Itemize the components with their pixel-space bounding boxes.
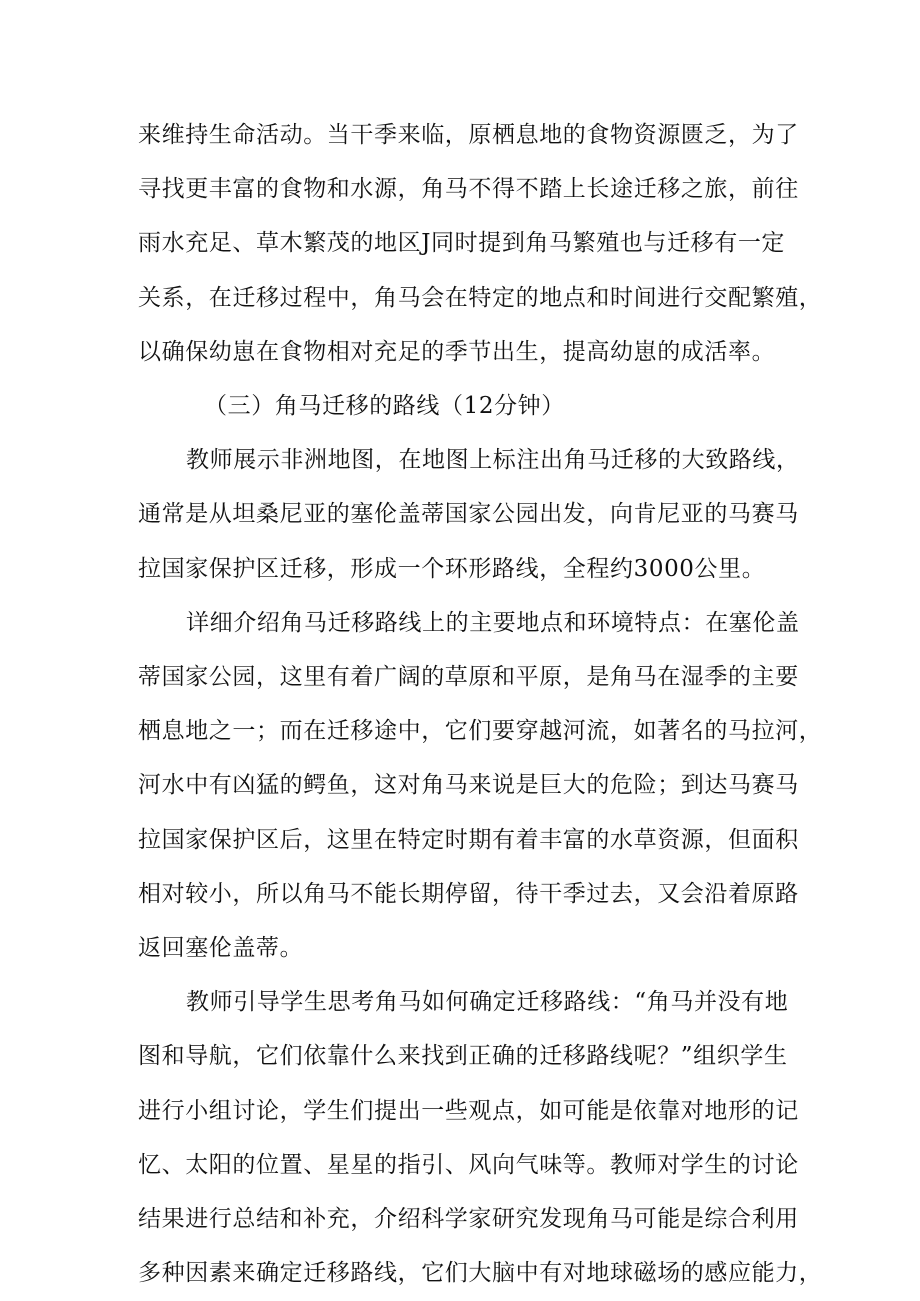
text-line: 进行小组讨论，学生们提出一些观点，如可能是依靠对地形的记: [138, 1097, 799, 1124]
text-line: 图和导航，它们依靠什么来找到正确的迁移路线呢？”组织学生: [138, 1043, 788, 1070]
text-line: 寻找更丰富的食物和水源，角马不得不踏上长途迁移之旅，前往: [138, 176, 799, 203]
text-line: 拉国家保护区迁移，形成一个环形路线，全程约3000公里。: [138, 555, 766, 582]
text-line: 相对较小，所以角马不能长期停留，待干季过去，又会沿着原路: [138, 880, 799, 907]
text-line: 蒂国家公园，这里有着广阔的草原和平原，是角马在湿季的主要: [138, 664, 799, 691]
text-line: 河水中有凶猛的鳄鱼，这对角马来说是巨大的危险；到达马赛马: [138, 772, 799, 799]
text-line: 忆、太阳的位置、星星的指引、风向气味等。教师对学生的讨论: [138, 1151, 799, 1178]
text-line: 教师展示非洲地图，在地图上标注出角马迁移的大致路线，: [186, 447, 800, 474]
paragraph-route-details: [138, 596, 823, 975]
section-heading: （三）角马迁移的路线（12分钟）: [204, 393, 565, 420]
text-line: 以确保幼崽在食物相对充足的季节出生，提高幼崽的成活率。: [138, 338, 776, 365]
body-text: [138, 108, 823, 1300]
text-line: 栖息地之一；而在迁移途中，它们要穿越河流，如著名的马拉河，: [138, 718, 823, 745]
text-line: 关系，在迁移过程中，角马会在特定的地点和时间进行交配繁殖，: [138, 284, 823, 311]
text-line: 结果进行总结和补充，介绍科学家研究发现角马可能是综合利用: [138, 1206, 799, 1233]
text-line: 教师引导学生思考角马如何确定迁移路线：“角马并没有地: [186, 989, 789, 1016]
paragraph-migration-reasons: [138, 108, 823, 379]
text-line: 拉国家保护区后，这里在特定时期有着丰富的水草资源，但面积: [138, 826, 799, 853]
paragraph-route-overview: [138, 433, 800, 596]
paragraph-route-navigation: [138, 975, 823, 1300]
text-line: 返回塞伦盖蒂。: [138, 935, 304, 962]
text-line: 雨水充足、草木繁茂的地区J同时提到角马繁殖也与迁移有一定: [138, 230, 786, 257]
text-line: 详细介绍角马迁移路线上的主要地点和环境特点：在塞伦盖: [186, 609, 800, 636]
text-line: 来维持生命活动。当干季来临，原栖息地的食物资源匮乏，为了: [138, 122, 799, 148]
text-line: 多种因素来确定迁移路线，它们大脑中有对地球磁场的感应能力，: [138, 1260, 823, 1287]
text-line: 通常是从坦桑尼亚的塞伦盖蒂国家公园出发，向肯尼亚的马赛马: [138, 501, 799, 528]
